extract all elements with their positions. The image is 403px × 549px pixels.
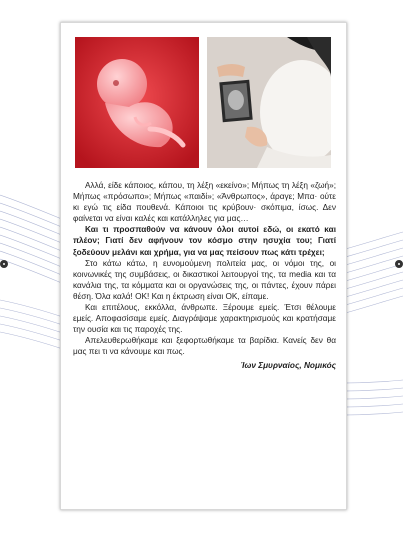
paragraph-2-bold: Και τι προσπαθούν να κάνουν όλοι αυτοί εδώ, οι εκατό και πλέον; Γιατί δεν αφήνουν τον κόσμο στην ησυχία του; Γιατί ξοδεύουν μελάνι και χρήμα, για να μας πείσουν πως κάτι τρέχει; (73, 225, 336, 257)
left-marker (0, 260, 8, 268)
article-card (60, 22, 347, 510)
paragraph-5: Απελευθερωθήκαμε και ξεφορτωθήκαμε τα βαρίδια. Κανείς δεν θα μας πει τι να κάνουμε και πως. (73, 336, 336, 357)
embryo-image (75, 37, 199, 168)
paragraph-3: Στο κάτω κάτω, η ευνομούμενη πολιτεία μας, οι νόμοι της, οι κοινωνικές της συμβάσεις, οι δικαστικοί λειτουργοί της, τα media και τα κανάλια της, τα κόμματα και οι οργανώσεις της, οι πάντες, έχουν πάρει θέση. Όλα καλά! ΟΚ! Και η έκτρωση είναι ΟΚ, είπαμε. (73, 258, 336, 301)
right-marker (395, 260, 403, 268)
paragraph-4: Και επιτέλους, εκκόλλα, άνθρωπε. Ξέρουμε εμείς. Έτσι θέλουμε εμείς. Αποφασίσαμε εμείς. Διαγράψαμε χαρακτηρισμούς και κρατήσαμε την ουσία και τις παροχές της. (73, 303, 336, 335)
article-body (73, 180, 336, 371)
paragraph-1: Αλλά, είδε κάποιος, κάπου, τη λέξη «εκείνο»; Μήπως τη λέξη «ζωή»; Μήπως «πρόσωπο»; Μήπως «παιδί»; «Άνθρωπος», άραγε; Μπα· ούτε κι εγώ τις είδα πουθενά. Κάποιοι τις κρύβουν· σκόπιμα, ίσως. Δεν φαίνεται να είναι καλές και κατάλληλες για μας… (73, 181, 336, 224)
author-signature: Ίων Σμυρναίος, Νομικός (240, 360, 336, 370)
ultrasound-photo (207, 37, 331, 168)
